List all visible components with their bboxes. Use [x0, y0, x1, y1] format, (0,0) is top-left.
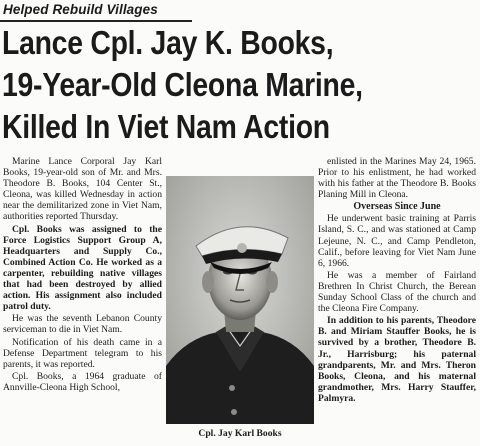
paragraph: enlisted in the Marines May 24, 1965. Prior to his enlistment, he had worked with his father at the Theodore B. Books Planing Mill in Cleona.: [318, 156, 476, 201]
paragraph: Cpl. Books, a 1964 graduate of Annville-Cleona High School,: [3, 370, 162, 393]
subhead: Overseas Since June: [353, 201, 441, 213]
paragraph: In addition to his parents, Theodore B. and Miriam Stauffer Books, he is survived by a brother, Theodore B. Jr., Harrisburg; his paternal grandparents, Mr. and Mrs. Theron Books, Cleona, and his maternal grandmother, Mrs. Harry Stauffer, Palmyra.: [318, 315, 476, 404]
headline-line-3: Killed In Viet Nam Action: [2, 108, 330, 145]
article-column-left: [3, 156, 162, 394]
article-column-right: [318, 156, 476, 405]
headline-line-1: Lance Cpl. Jay K. Books,: [2, 24, 334, 61]
portrait-photo: [166, 176, 314, 424]
paragraph: Cpl. Books was assigned to the Force Logistics Support Group A, Headquarters and Supply Co., Combined Action Co. He worked as a carpenter, rebuilding native villages that had been destroyed by allied action. His assignment also included patrol duty.: [3, 223, 162, 313]
paragraph: He underwent basic training at Parris Island, S. C., and was stationed at Camp Lejeune, N. C., and Camp Pendleton, Calif., before leaving for Viet Nam June 6, 1966.: [318, 213, 476, 269]
paragraph: Marine Lance Corporal Jay Karl Books, 19-year-old son of Mr. and Mrs. Theodore B. Books, 104 Center St., Cleona, was killed Wednesday in action near the demilitarized zone in Viet Nam, authorities reported Thursday.: [3, 156, 162, 223]
kicker-label: Helped Rebuild Villages: [3, 2, 158, 17]
headline: [2, 22, 413, 148]
marine-portrait-image: [166, 176, 314, 424]
paragraph: He was a member of Fairland Brethren In Christ Church, the Berean Sunday School Class of the church and the Cleona Fire Company.: [318, 269, 476, 315]
headline-line-2: 19-Year-Old Cleona Marine,: [2, 66, 363, 103]
paragraph: Notification of his death came in a Defense Department telegram to his parents, it was reported.: [3, 336, 162, 370]
photo-caption: Cpl. Jay Karl Books: [198, 428, 282, 439]
paragraph: He was the seventh Lebanon County serviceman to die in Viet Nam.: [3, 313, 162, 336]
